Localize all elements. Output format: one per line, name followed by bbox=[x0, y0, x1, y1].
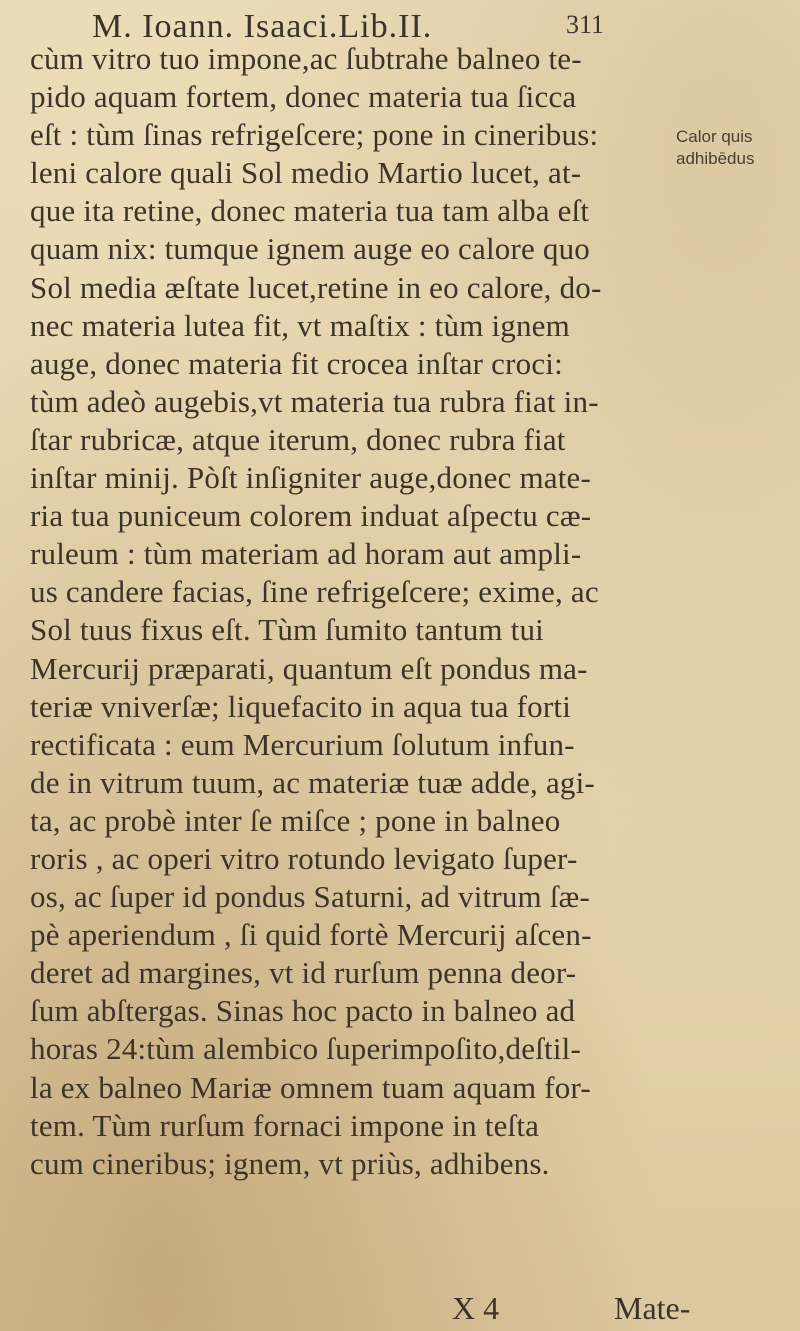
margin-note-line: Calor quis bbox=[676, 127, 753, 146]
text-line: teriæ vniverſæ; liquefacito in aqua tua forti bbox=[30, 688, 572, 724]
margin-note bbox=[676, 126, 798, 170]
running-title: M. Ioann. Isaaci.Lib.II. bbox=[92, 8, 433, 45]
text-line: que ita retine, donec materia tua tam alba eſt bbox=[30, 193, 590, 229]
page-footer bbox=[0, 1290, 800, 1330]
text-line: Mercurij præparati, quantum eſt pondus ma- bbox=[30, 650, 588, 686]
text-line: Sol media æſtate lucet,retine in eo calore, do- bbox=[30, 269, 602, 305]
page-number: 311 bbox=[566, 10, 605, 39]
body-text bbox=[30, 40, 660, 1183]
catchword: Mate- bbox=[614, 1290, 691, 1326]
text-line: de in vitrum tuum, ac materiæ tuæ adde, agi- bbox=[30, 764, 595, 800]
text-line: pido aquam fortem, donec materia tua ſicca bbox=[30, 79, 577, 115]
text-line: eſt : tùm ſinas refrigeſcere; pone in cineribus: bbox=[30, 117, 599, 153]
text-line: ria tua puniceum colorem induat aſpectu cæ- bbox=[30, 498, 592, 534]
text-line: auge, donec materia fit crocea inſtar croci: bbox=[30, 345, 563, 381]
text-line: roris , ac operi vitro rotundo levigato ſuper- bbox=[30, 840, 578, 876]
text-line: ruleum : tùm materiam ad horam aut ampli- bbox=[30, 536, 582, 572]
text-line: quam nix: tumque ignem auge eo calore quo bbox=[30, 231, 591, 267]
text-line: ſtar rubricæ, atque iterum, donec rubra fiat bbox=[30, 421, 566, 457]
text-line: inſtar minij. Pòſt inſigniter auge,donec mate- bbox=[30, 460, 592, 496]
text-line: ſum abſtergas. Sinas hoc pacto in balneo ad bbox=[30, 993, 576, 1029]
text-line: rectificata : eum Mercurium ſolutum infun- bbox=[30, 726, 575, 762]
text-line: os, ac ſuper id pondus Saturni, ad vitrum ſæ- bbox=[30, 879, 591, 915]
text-line: la ex balneo Mariæ omnem tuam aquam for- bbox=[30, 1069, 591, 1105]
running-head bbox=[0, 0, 800, 45]
text-line: cùm vitro tuo impone,ac ſubtrahe balneo te- bbox=[30, 41, 582, 76]
text-line: deret ad margines, vt id rurſum penna deor- bbox=[30, 955, 577, 991]
text-line: cum cineribus; ignem, vt priùs, adhibens. bbox=[30, 1145, 550, 1181]
text-line: Sol tuus fixus eſt. Tùm ſumito tantum tui bbox=[30, 612, 544, 648]
text-line: horas 24:tùm alembico ſuperimpoſito,deſtil- bbox=[30, 1031, 581, 1067]
text-line: ta, ac probè inter ſe miſce ; pone in balneo bbox=[30, 802, 561, 838]
signature-mark: X 4 bbox=[452, 1290, 500, 1326]
text-line: pè aperiendum , ſi quid fortè Mercurij aſcen- bbox=[30, 917, 592, 953]
text-line: nec materia lutea fit, vt maſtix : tùm ignem bbox=[30, 307, 570, 343]
margin-note-line: adhibēdus bbox=[676, 149, 755, 168]
text-line: tem. Tùm rurſum fornaci impone in teſta bbox=[30, 1107, 540, 1143]
text-line: leni calore quali Sol medio Martio lucet, at- bbox=[30, 155, 582, 191]
text-line: us candere facias, ſine refrigeſcere; exime, ac bbox=[30, 574, 599, 610]
text-line: tùm adeò augebis,vt materia tua rubra fiat in- bbox=[30, 383, 599, 419]
